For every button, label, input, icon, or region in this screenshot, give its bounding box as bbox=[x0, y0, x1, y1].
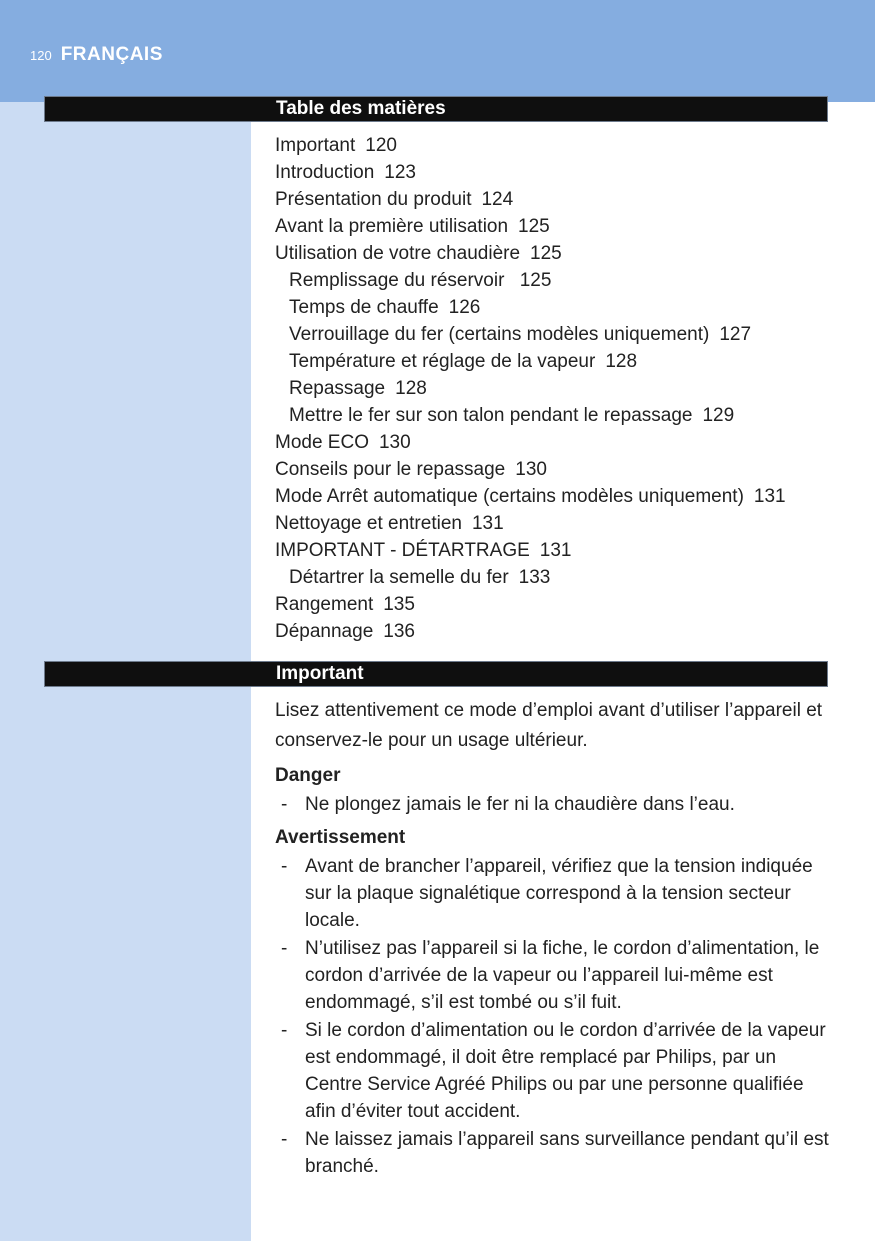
toc-entry-page: 130 bbox=[378, 432, 411, 453]
danger-heading: Danger bbox=[275, 765, 341, 786]
warning-heading: Avertissement bbox=[275, 827, 406, 848]
toc-entry-label: Remplissage du réservoir bbox=[289, 270, 510, 291]
list-item bbox=[275, 791, 835, 818]
bullet-dash: - bbox=[281, 1020, 288, 1041]
toc-entry-page: 125 bbox=[530, 243, 562, 264]
toc-entry[interactable] bbox=[275, 186, 835, 213]
bullet-dash: - bbox=[281, 794, 288, 815]
toc-entry-label: Présentation du produit bbox=[275, 189, 472, 210]
toc-entry[interactable] bbox=[275, 348, 835, 375]
danger-list bbox=[275, 791, 835, 818]
list-item-text: N’utilisez pas l’appareil si la fiche, le cordon d’alimentation, le cordon d’arrivée de la vapeur ou l’appareil lui-même est endommagé, s’il est tombé ou s’il fuit. bbox=[305, 938, 820, 1013]
toc-entry[interactable] bbox=[275, 429, 835, 456]
toc-entry-page: 133 bbox=[518, 567, 551, 588]
toc-entry-page: 127 bbox=[719, 324, 752, 345]
toc-entry-label: Mode Arrêt automatique (certains modèles uniquement) bbox=[275, 486, 744, 507]
warning-list bbox=[275, 853, 835, 1180]
list-item bbox=[275, 935, 835, 1016]
table-of-contents bbox=[275, 132, 835, 645]
toc-entry-label: IMPORTANT - DÉTARTRAGE bbox=[275, 540, 530, 561]
toc-entry-label: Important bbox=[275, 135, 356, 156]
toc-entry[interactable] bbox=[275, 294, 835, 321]
list-item bbox=[275, 1017, 835, 1125]
list-item-text: Avant de brancher l’appareil, vérifiez que la tension indiquée sur la plaque signalétique correspond à la tension secteur locale. bbox=[305, 856, 813, 931]
toc-entry[interactable] bbox=[275, 537, 835, 564]
toc-entry-label: Introduction bbox=[275, 162, 375, 183]
toc-title: Table des matières bbox=[276, 98, 446, 119]
list-item-text: Ne laissez jamais l’appareil sans surveillance pendant qu’il est branché. bbox=[305, 1129, 829, 1177]
toc-entry-label: Temps de chauffe bbox=[289, 297, 439, 318]
page-header bbox=[30, 44, 163, 68]
toc-entry-label: Dépannage bbox=[275, 621, 374, 642]
toc-entry-label: Repassage bbox=[289, 378, 386, 399]
toc-entry[interactable] bbox=[275, 213, 835, 240]
toc-entry-label: Utilisation de votre chaudière bbox=[275, 243, 521, 264]
toc-entry[interactable] bbox=[275, 564, 835, 591]
toc-section-bar bbox=[44, 96, 828, 122]
toc-entry-page: 120 bbox=[365, 135, 397, 156]
toc-entry-page: 125 bbox=[519, 270, 552, 291]
toc-entry-page: 136 bbox=[383, 621, 415, 642]
toc-entry-label: Conseils pour le repassage bbox=[275, 459, 506, 480]
toc-entry-label: Rangement bbox=[275, 594, 374, 615]
toc-entry[interactable] bbox=[275, 456, 835, 483]
toc-entry-page: 131 bbox=[471, 513, 504, 534]
list-item bbox=[275, 1126, 835, 1180]
toc-entry-label: Température et réglage de la vapeur bbox=[289, 351, 596, 372]
toc-entry-page: 130 bbox=[515, 459, 547, 480]
toc-entry-page: 126 bbox=[448, 297, 481, 318]
toc-entry-label: Détartrer la semelle du fer bbox=[289, 567, 509, 588]
important-content bbox=[275, 696, 835, 1181]
toc-entry-page: 135 bbox=[383, 594, 415, 615]
toc-entry[interactable] bbox=[275, 510, 835, 537]
intro-paragraph: Lisez attentivement ce mode d’emploi avant d’utiliser l’appareil et conservez-le pour un usage ultérieur. bbox=[275, 700, 823, 751]
toc-entry-page: 128 bbox=[395, 378, 427, 399]
toc-entry-page: 129 bbox=[702, 405, 735, 426]
toc-entry[interactable] bbox=[275, 267, 835, 294]
bullet-dash: - bbox=[281, 856, 288, 877]
toc-entry-page: 131 bbox=[753, 486, 786, 507]
toc-entry[interactable] bbox=[275, 483, 835, 510]
toc-entry-page: 125 bbox=[518, 216, 550, 237]
language-label: FRANÇAIS bbox=[60, 44, 163, 65]
important-section-bar bbox=[44, 661, 828, 687]
bullet-dash: - bbox=[281, 938, 288, 959]
toc-entry[interactable] bbox=[275, 159, 835, 186]
toc-entry[interactable] bbox=[275, 321, 835, 348]
list-item bbox=[275, 853, 835, 934]
toc-entry-label: Verrouillage du fer (certains modèles uniquement) bbox=[289, 324, 710, 345]
bullet-dash: - bbox=[281, 1129, 288, 1150]
toc-entry[interactable] bbox=[275, 240, 835, 267]
toc-entry-label: Avant la première utilisation bbox=[275, 216, 509, 237]
toc-entry-label: Nettoyage et entretien bbox=[275, 513, 462, 534]
list-item-text: Si le cordon d’alimentation ou le cordon d’arrivée de la vapeur est endommagé, il doit être remplacé par Philips, par un Centre Service Agréé Philips ou par une personne qualifiée afin d’éviter tout accident. bbox=[305, 1020, 826, 1122]
toc-entry-page: 131 bbox=[539, 540, 572, 561]
page-number: 120 bbox=[30, 48, 52, 63]
toc-entry[interactable] bbox=[275, 375, 835, 402]
toc-entry[interactable] bbox=[275, 132, 835, 159]
toc-entry-label: Mode ECO bbox=[275, 432, 369, 453]
important-title: Important bbox=[276, 663, 364, 684]
toc-entry-page: 124 bbox=[481, 189, 514, 210]
toc-entry[interactable] bbox=[275, 618, 835, 645]
toc-entry-page: 123 bbox=[384, 162, 416, 183]
toc-entry-label: Mettre le fer sur son talon pendant le repassage bbox=[289, 405, 693, 426]
list-item-text: Ne plongez jamais le fer ni la chaudière dans l’eau. bbox=[305, 794, 735, 815]
toc-entry[interactable] bbox=[275, 591, 835, 618]
toc-entry-page: 128 bbox=[605, 351, 638, 372]
toc-entry[interactable] bbox=[275, 402, 835, 429]
